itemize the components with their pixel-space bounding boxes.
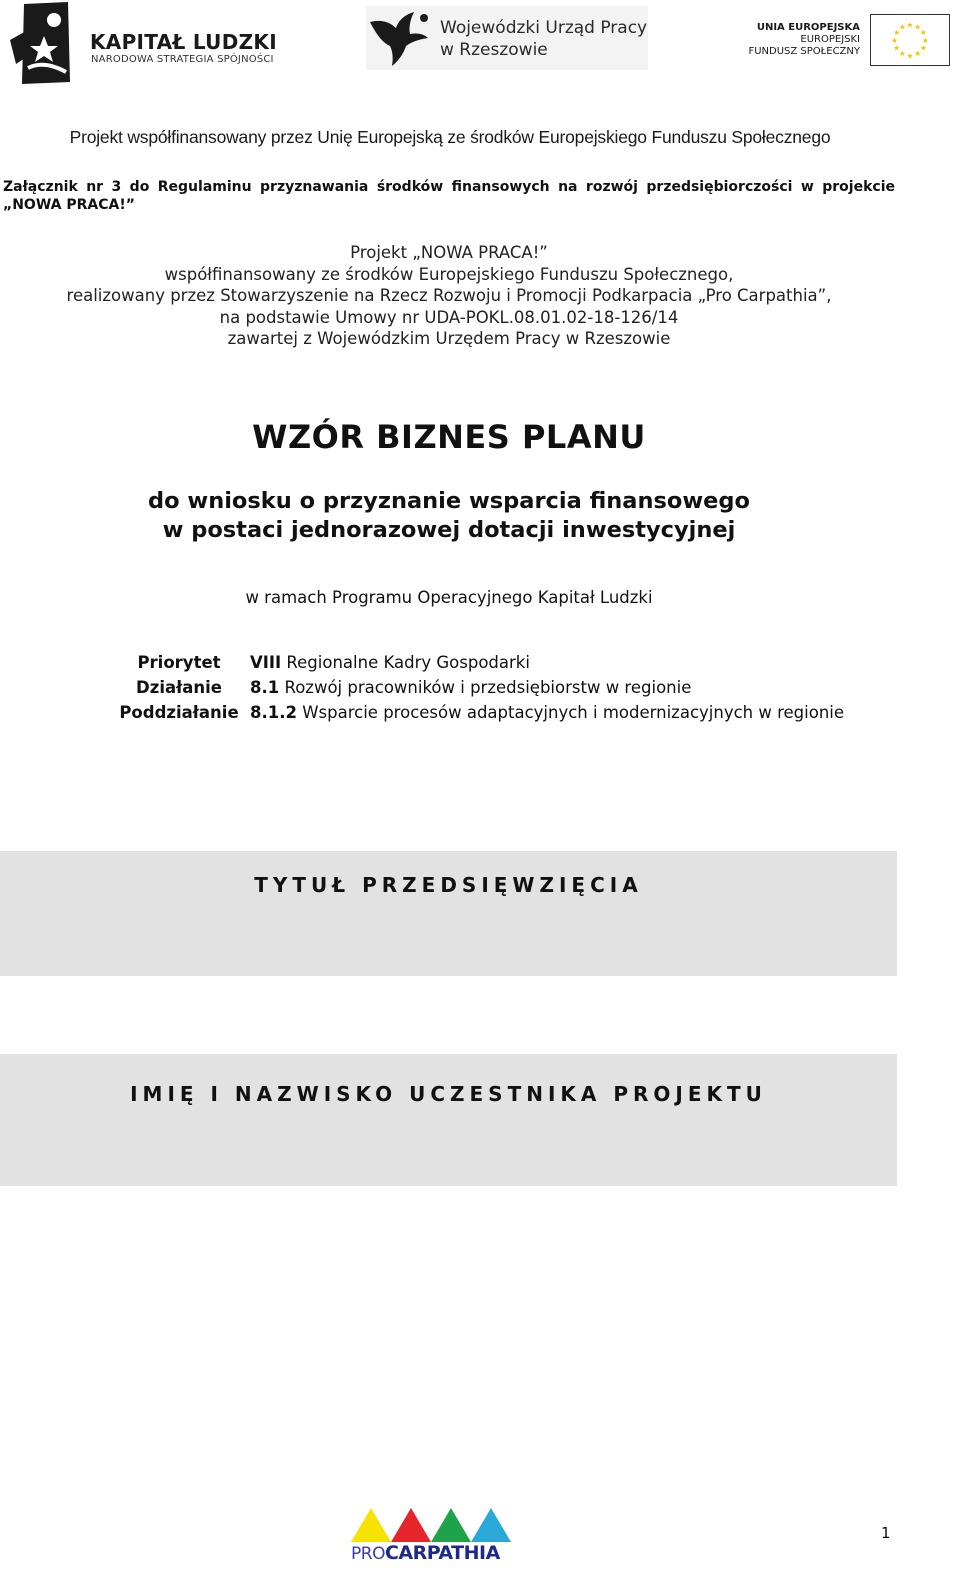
- eu-star-icon: ★: [919, 28, 927, 38]
- page-subtitle: [0, 487, 898, 545]
- pro-carpathia-logo: [349, 1504, 519, 1566]
- project-info-line5: zawartej z Wojewódzkim Urzędem Pracy w Rzeszowie: [227, 329, 671, 348]
- measure-row: [112, 675, 844, 700]
- page-number: 1: [881, 1524, 891, 1542]
- project-info-line3: realizowany przez Stowarzyszenie na Rzecz Rozwoju i Promocji Podkarpacia „Pro Carpathia”,: [66, 286, 832, 305]
- cofinancing-statement: Projekt współfinansowany przez Unię Europejską ze środków Europejskiego Funduszu Społecznego: [69, 127, 831, 147]
- priority-row: [112, 650, 844, 675]
- wup-rzeszow-logo: [366, 6, 648, 70]
- priority-text: Regionalne Kadry Gospodarki: [281, 653, 530, 672]
- eu-star-icon: ★: [893, 43, 901, 53]
- priority-label: Priorytet: [137, 653, 221, 672]
- project-title-box: [0, 851, 897, 976]
- logo-pro: PRO: [351, 1544, 385, 1564]
- subtitle-line1: do wniosku o przyznanie wsparcia finansowego: [148, 488, 750, 514]
- logo-carpathia: CARPATHIA: [384, 1542, 500, 1564]
- eu-logo-line2: EUROPEJSKI: [800, 34, 860, 45]
- eu-logo-text: [748, 22, 860, 58]
- kapital-ludzki-emblem-icon: [10, 2, 78, 84]
- eu-star-icon: ★: [893, 28, 901, 38]
- project-info: [0, 242, 898, 350]
- kapital-ludzki-subtitle: NARODOWA STRATEGIA SPÓJNOŚCI: [91, 54, 274, 65]
- measure-code: 8.1: [250, 678, 280, 697]
- measure-text: Rozwój pracowników i przedsiębiorstw w regionie: [279, 678, 692, 697]
- eu-star-icon: ★: [906, 51, 914, 61]
- priority-table: [112, 650, 844, 725]
- eu-flag-icon: [870, 14, 950, 66]
- eu-star-icon: ★: [914, 22, 922, 32]
- eu-star-icon: ★: [898, 49, 906, 59]
- submeasure-row: [112, 700, 844, 725]
- priority-code: VIII: [250, 653, 282, 672]
- attachment-heading: Załącznik nr 3 do Regulaminu przyznawania środków finansowych na rozwój przedsiębiorczości w projekcie „NOWA PRACA!”: [3, 179, 895, 213]
- eu-social-fund-logo: [740, 12, 952, 68]
- eu-logo-line1: UNIA EUROPEJSKA: [756, 22, 860, 33]
- participant-name-box: [0, 1054, 897, 1186]
- submeasure-label: Poddziałanie: [119, 703, 239, 722]
- submeasure-code: 8.1.2: [250, 703, 297, 722]
- project-info-line1: Projekt „NOWA PRACA!”: [350, 243, 548, 262]
- wup-name-line2: w Rzeszowie: [440, 40, 548, 60]
- eu-star-icon: ★: [898, 22, 906, 32]
- priority-value: [250, 650, 844, 675]
- submeasure-text: Wsparcie procesów adaptacyjnych i modernizacyjnych w regionie: [296, 703, 845, 722]
- eu-star-icon: ★: [906, 20, 914, 30]
- participant-name-label: IMIĘ I NAZWISKO UCZESTNIKA PROJEKTU: [130, 1082, 767, 1106]
- program-statement: w ramach Programu Operacyjnego Kapitał Ludzki: [245, 588, 653, 607]
- eu-star-icon: ★: [919, 43, 927, 53]
- eu-star-icon: ★: [914, 49, 922, 59]
- kapital-ludzki-title: KAPITAŁ LUDZKI: [90, 30, 277, 54]
- wup-name-line1: Wojewódzki Urząd Pracy: [440, 18, 648, 38]
- triangles-icon: [349, 1504, 519, 1544]
- pro-carpathia-wordmark: [351, 1542, 500, 1564]
- page-title: WZÓR BIZNES PLANU: [252, 418, 646, 456]
- project-title-label: TYTUŁ PRZEDSIĘWZIĘCIA: [254, 873, 643, 897]
- kapital-ludzki-logo: [10, 2, 290, 84]
- bird-icon: [366, 8, 432, 68]
- project-info-line2: współfinansowany ze środków Europejskiego Funduszu Społecznego,: [164, 264, 734, 284]
- measure-label: Działanie: [136, 678, 222, 697]
- project-info-line4: na podstawie Umowy nr UDA-POKL.08.01.02-18-126/14: [219, 307, 679, 327]
- submeasure-value: [250, 700, 844, 725]
- measure-value: [250, 675, 844, 700]
- subtitle-line2: w postaci jednorazowej dotacji inwestycyjnej: [162, 517, 736, 543]
- eu-star-icon: ★: [921, 35, 929, 45]
- eu-star-icon: ★: [891, 35, 899, 45]
- eu-logo-line3: FUNDUSZ SPOŁECZNY: [748, 46, 860, 57]
- page-header: [0, 0, 960, 90]
